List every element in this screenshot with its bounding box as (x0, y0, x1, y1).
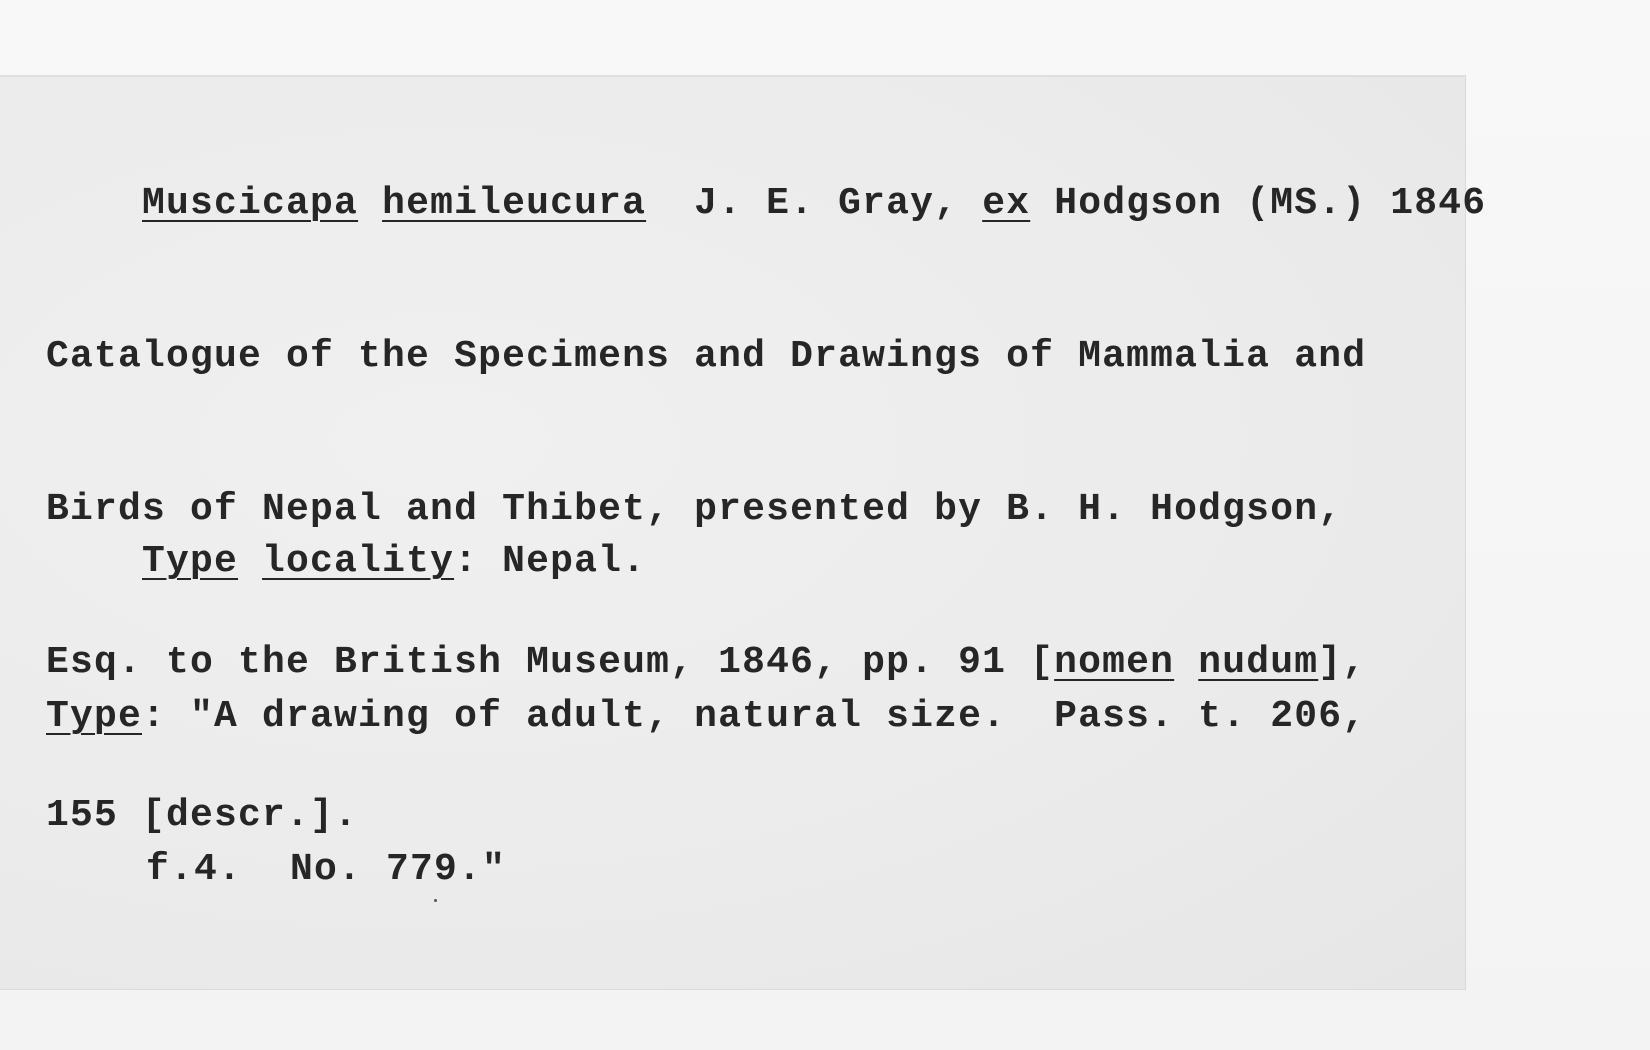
species-name: hemileucura (382, 182, 647, 225)
citation-text: ], (1318, 641, 1367, 684)
index-card (0, 75, 1487, 990)
citation-text: Esq. to the British Museum, 1846, pp. 91 [ (46, 641, 1055, 684)
citation-line: 155 [descr.]. (46, 794, 359, 837)
type-locality-value: Nepal. (478, 540, 647, 583)
type-locality-colon: : (454, 540, 479, 583)
nudum-term: nudum (1198, 641, 1319, 684)
type-locality-label-type: Type (142, 540, 239, 583)
nomen-term: nomen (1054, 641, 1175, 684)
ex-marker: ex (982, 182, 1031, 225)
type-label: Type (46, 695, 143, 738)
type-locality-label-locality: locality (262, 540, 455, 583)
citation-line: Birds of Nepal and Thibet, presented by B. H. Hodgson, (46, 488, 1343, 531)
paper-speck (434, 899, 437, 902)
author-source: Hodgson (MS.) 1846 (1054, 182, 1487, 225)
type-text: : "A drawing of adult, natural size. Pass. t. 206, (142, 695, 1367, 738)
type-line (46, 691, 1366, 742)
genus-name: Muscicapa (142, 182, 359, 225)
citation-line: Catalogue of the Specimens and Drawings of Mammalia and (46, 335, 1367, 378)
type-entry (46, 589, 1366, 997)
type-line: f.4. No. 779." (146, 848, 507, 891)
author-name: J. E. Gray, (694, 182, 959, 225)
